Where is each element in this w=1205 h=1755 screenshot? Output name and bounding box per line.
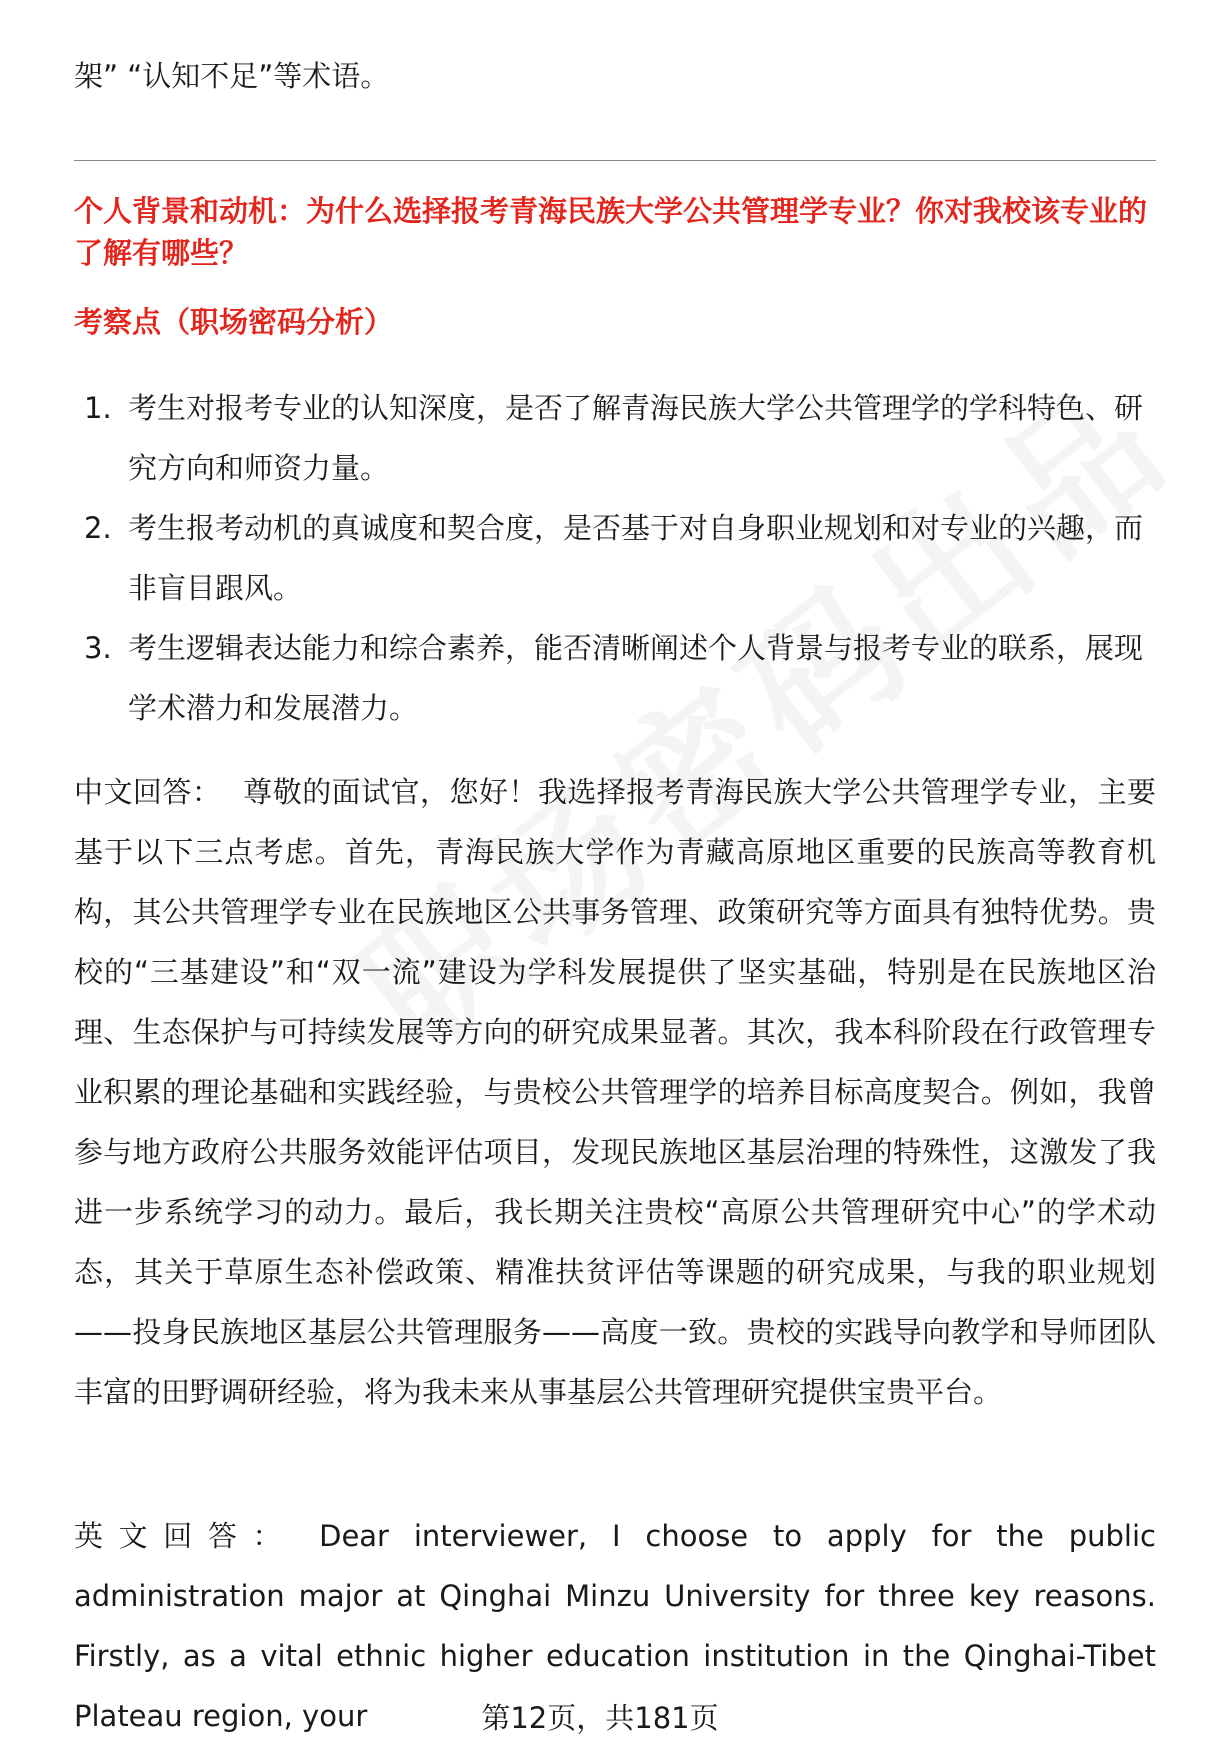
list-item: [74, 378, 1156, 498]
list-item: [74, 618, 1156, 738]
question-heading: 个人背景和动机：为什么选择报考青海民族大学公共管理学专业？你对我校该专业的了解有哪些？: [74, 194, 1148, 270]
list-item-text: 考生逻辑表达能力和综合素养，能否清晰阐述个人背景与报考专业的联系，展现学术潜力和发展潜力。: [128, 631, 1144, 725]
list-item-number: 2.: [84, 511, 112, 545]
list-item: [74, 498, 1156, 618]
list-item-text: 考生对报考专业的认知深度，是否了解青海民族大学公共管理学的学科特色、研究方向和师资力量。: [128, 391, 1144, 485]
list-item-text: 考生报考动机的真诚度和契合度，是否基于对自身职业规划和对专业的兴趣，而非盲目跟风。: [128, 511, 1144, 605]
chinese-answer-text: 尊敬的面试官，您好！我选择报考青海民族大学公共管理学专业，主要基于以下三点考虑。首先，青海民族大学作为青藏高原地区重要的民族高等教育机构，其公共管理学专业在民族地区公共事务管理、政策研究等方面具有独特优势。贵校的“三基建设”和“双一流”建设为学科发展提供了坚实基础，特别是在民族地区治理、生态保护与可持续发展等方向的研究成果显著。其次，我本科阶段在行政管理专业积累的理论基础和实践经验，与贵校公共管理学的培养目标高度契合。例如，我曾参与地方政府公共服务效能评估项目，发现民族地区基层治理的特殊性，这激发了我进一步系统学习的动力。最后，我长期关注贵校“高原公共管理研究中心”的学术动态，其关于草原生态补偿政策、精准扶贫评估等课题的研究成果，与我的职业规划——投身民族地区基层公共管理服务——高度一致。贵校的实践导向教学和导师团队丰富的田野调研经验，将为我未来从事基层公共管理研究提供宝贵平台。: [74, 775, 1156, 1409]
assessment-points-list: [74, 378, 1156, 738]
page-number: 第12页，共181页: [481, 1701, 719, 1735]
list-item-number: 3.: [84, 631, 112, 665]
english-answer-text: Dear interviewer, I choose to apply for the public administration major at Qinghai Minzu University for three key reasons. Firstly, as a vital ethnic higher education institution in the Qinghai-Tibet Plateau region, your: [74, 1519, 1156, 1733]
list-item-number: 1.: [84, 391, 112, 425]
chinese-answer: [74, 762, 1156, 1422]
chinese-answer-label: 中文回答：: [74, 775, 222, 809]
continued-text: 架” “认知不足”等术语。: [74, 59, 390, 93]
section-divider: [74, 160, 1156, 161]
section-title: 考察点（职场密码分析）: [74, 305, 394, 339]
english-answer-label: 英文回答：: [74, 1519, 298, 1553]
